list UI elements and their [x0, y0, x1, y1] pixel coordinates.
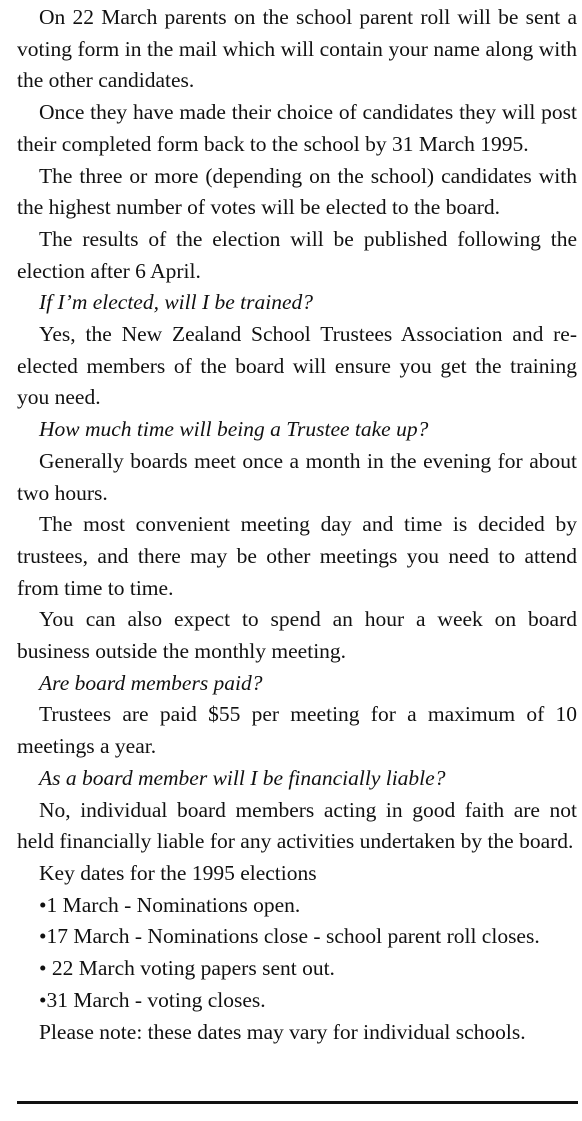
answer-liability: No, individual board members acting in good faith are not held financially liable for any activities undertaken by the board. [17, 797, 577, 854]
key-date-item: •17 March - Nominations close - school parent roll closes. [39, 924, 540, 949]
answer-meeting-scheduling: The most convenient meeting day and time is decided by trustees, and there may be other meetings you need to attend from time to time. [17, 512, 577, 600]
bottom-rule-divider [17, 1101, 578, 1104]
paragraph-return-form: Once they have made their choice of candidates they will post their completed form back to the school by 31 March 1995. [17, 100, 577, 156]
key-dates-heading: Key dates for the 1995 elections [39, 860, 317, 885]
answer-weekly-time: You can also expect to spend an hour a week on board business outside the monthly meeting. [17, 607, 577, 664]
answer-meeting-frequency: Generally boards meet once a month in the evening for about two hours. [17, 448, 577, 505]
key-date-item: • 22 March voting papers sent out. [39, 956, 335, 981]
key-date-item: •31 March - voting closes. [39, 987, 266, 1012]
dates-note: Please note: these dates may vary for individual schools. [39, 1019, 526, 1044]
paragraph-election-outcome: The three or more (depending on the school) candidates with the highest number of votes will be elected to the board. [17, 163, 577, 220]
article-body [17, 2, 577, 1048]
question-time-commitment: How much time will being a Trustee take up? [39, 417, 429, 442]
question-liability: As a board member will I be financially liable? [39, 765, 446, 790]
key-date-item: •1 March - Nominations open. [39, 892, 301, 917]
answer-training: Yes, the New Zealand School Trustees Association and re-elected members of the board will ensure you get the training you need. [17, 322, 577, 410]
question-training: If I’m elected, will I be trained? [39, 290, 314, 315]
paragraph-voting-form: On 22 March parents on the school parent roll will be sent a voting form in the mail which will contain your name along with the other candidates. [17, 5, 577, 93]
question-payment: Are board members paid? [39, 670, 263, 695]
answer-payment: Trustees are paid $55 per meeting for a maximum of 10 meetings a year. [17, 702, 577, 759]
paragraph-results-publication: The results of the election will be published following the election after 6 April. [17, 226, 577, 283]
